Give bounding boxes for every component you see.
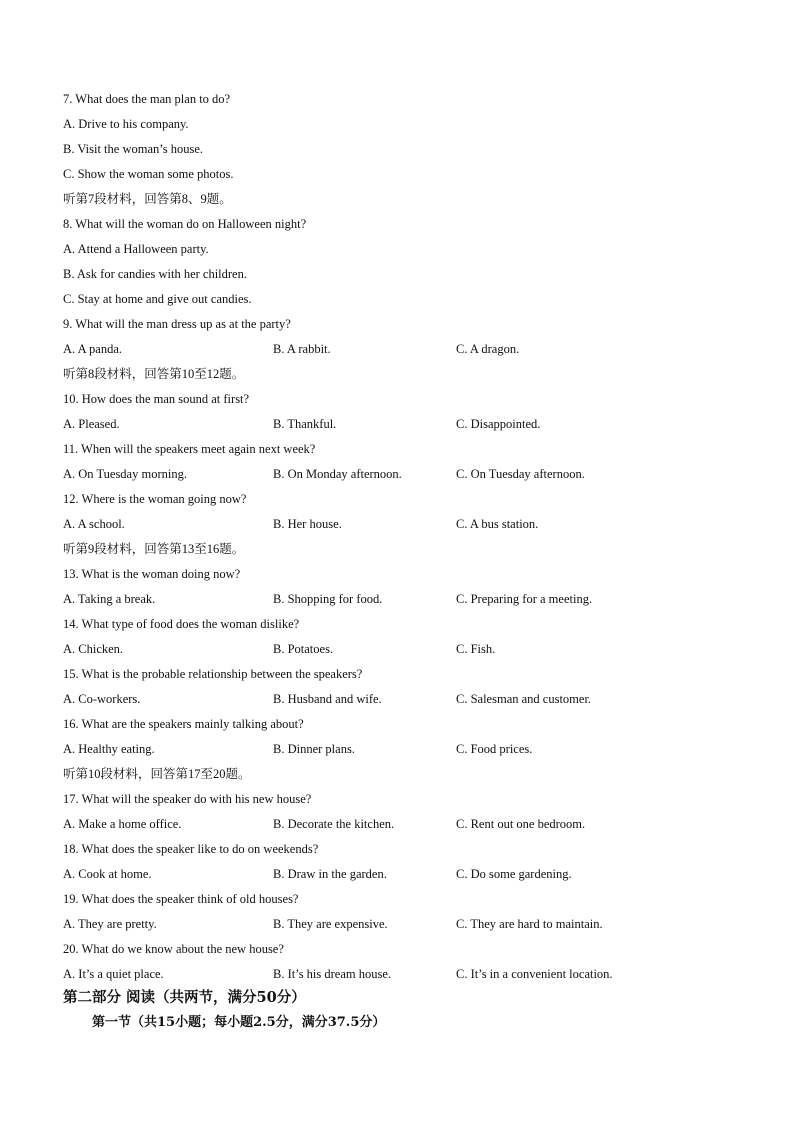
option-c: C. On Tuesday afternoon. <box>456 467 585 481</box>
question-text: 15. What is the probable relationship between the speakers? <box>63 667 363 681</box>
question-text: 12. Where is the woman going now? <box>63 492 247 506</box>
question-text: 11. When will the speakers meet again next week? <box>63 442 316 456</box>
question-text: 7. What does the man plan to do? <box>63 92 231 106</box>
option-b: B. Potatoes. <box>273 642 334 656</box>
question-text: 17. What will the speaker do with his new house? <box>63 792 312 806</box>
option-a: A. Co-workers. <box>63 692 141 706</box>
option-text: A. Attend a Halloween party. <box>63 242 209 256</box>
question-text: 8. What will the woman do on Halloween night? <box>63 217 307 231</box>
option-a: A. Chicken. <box>63 642 124 656</box>
option-c: C. Fish. <box>456 642 496 656</box>
option-a: A. On Tuesday morning. <box>63 467 187 481</box>
option-b: B. Dinner plans. <box>273 742 355 756</box>
option-b: B. Draw in the garden. <box>273 867 387 881</box>
question-text: 16. What are the speakers mainly talking about? <box>63 717 304 731</box>
option-b: B. Decorate the kitchen. <box>273 817 395 831</box>
option-text: C. Show the woman some photos. <box>63 167 234 181</box>
option-c: C. Do some gardening. <box>456 867 572 881</box>
option-c: C. Rent out one bedroom. <box>456 817 586 831</box>
section1-heading: 第一节（共15小题；每小题2.5分，满分37.5分） <box>92 1015 386 1030</box>
part2-heading: 第二部分 阅读（共两节，满分50分） <box>63 989 306 1006</box>
question-text: 14. What type of food does the woman dislike? <box>63 617 300 631</box>
section-instruction: 听第7段材料，回答第8、9题。 <box>63 192 232 206</box>
option-c: C. Preparing for a meeting. <box>456 592 593 606</box>
section-instruction: 听第8段材料，回答第10至12题。 <box>63 367 245 381</box>
option-b: B. Husband and wife. <box>273 692 382 706</box>
question-text: 20. What do we know about the new house? <box>63 942 284 956</box>
option-c: C. A dragon. <box>456 342 520 356</box>
option-text: C. Stay at home and give out candies. <box>63 292 252 306</box>
option-c: C. They are hard to maintain. <box>456 917 603 931</box>
option-a: A. A panda. <box>63 342 123 356</box>
option-c: C. Disappointed. <box>456 417 541 431</box>
section-instruction: 听第9段材料，回答第13至16题。 <box>63 542 245 556</box>
question-text: 13. What is the woman doing now? <box>63 567 241 581</box>
option-b: B. They are expensive. <box>273 917 388 931</box>
option-text: B. Visit the woman’s house. <box>63 142 203 156</box>
option-a: A. Taking a break. <box>63 592 156 606</box>
question-text: 9. What will the man dress up as at the party? <box>63 317 291 331</box>
option-a: A. Cook at home. <box>63 867 152 881</box>
option-c: C. Food prices. <box>456 742 533 756</box>
section-instruction: 听第10段材料，回答第17至20题。 <box>63 767 251 781</box>
question-text: 19. What does the speaker think of old houses? <box>63 892 299 906</box>
option-text: A. Drive to his company. <box>63 117 189 131</box>
question-text: 10. How does the man sound at first? <box>63 392 250 406</box>
option-b: B. Shopping for food. <box>273 592 383 606</box>
option-a: A. Make a home office. <box>63 817 182 831</box>
option-b: B. Her house. <box>273 517 342 531</box>
option-a: A. Healthy eating. <box>63 742 155 756</box>
option-a: A. A school. <box>63 517 125 531</box>
option-c: C. A bus station. <box>456 517 539 531</box>
option-a: A. Pleased. <box>63 417 120 431</box>
option-b: B. It’s his dream house. <box>273 967 392 981</box>
question-text: 18. What does the speaker like to do on weekends? <box>63 842 319 856</box>
option-b: B. A rabbit. <box>273 342 331 356</box>
option-text: B. Ask for candies with her children. <box>63 267 247 281</box>
option-b: B. On Monday afternoon. <box>273 467 402 481</box>
option-b: B. Thankful. <box>273 417 337 431</box>
option-a: A. It’s a quiet place. <box>63 967 164 981</box>
option-c: C. Salesman and customer. <box>456 692 592 706</box>
option-a: A. They are pretty. <box>63 917 157 931</box>
option-c: C. It’s in a convenient location. <box>456 967 613 981</box>
